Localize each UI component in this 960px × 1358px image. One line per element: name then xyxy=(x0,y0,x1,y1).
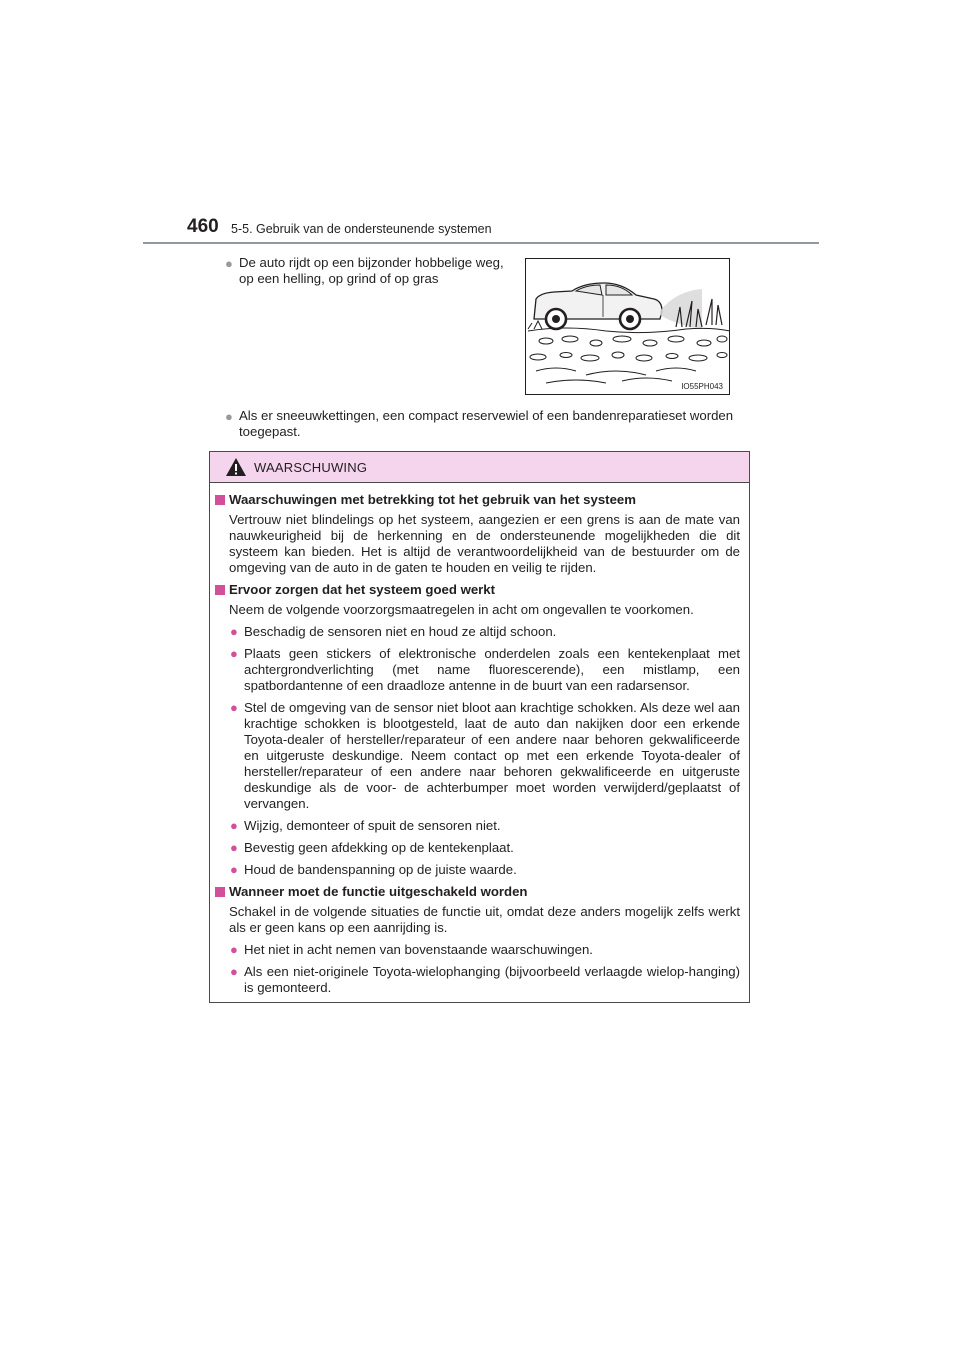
bullet-icon: ● xyxy=(225,409,233,424)
list-item xyxy=(225,255,515,287)
warning-box xyxy=(209,451,750,1003)
warning-list-item: ● Als een niet-originele Toyota-wielophanging (bijvoorbeeld verlaagde wielop-hanging) is gemonteerd. xyxy=(230,964,740,995)
page-number: 460 xyxy=(187,216,219,237)
warning-section-heading: Wanneer moet de functie uitgeschakeld worden xyxy=(215,884,740,900)
warning-list-item: ● Stel de omgeving van de sensor niet bloot aan krachtige schokken. Als deze wel aan krachtige schokken is blootgesteld, laat de auto dan nakijken door een erkende Toyota-dealer of hersteller/reparateur of een andere naar behoren gekwalificeerde en uitgeruste deskundige. Neem contact op met een erkende Toyota-dealer of hersteller/reparateur of een andere naar behoren gekwalificeerde en uitgeruste deskundige als de voor- de achterbumper moet worden verwijderd/geplaatst of vervangen. xyxy=(230,700,740,811)
figure-code: IO55PH043 xyxy=(681,382,723,391)
warning-paragraph: Neem de volgende voorzorgsmaatregelen in acht om ongevallen te voorkomen. xyxy=(229,602,694,617)
warning-list-item: ● Bevestig geen afdekking op de kentekenplaat. xyxy=(230,840,514,855)
list-item-text: Als er sneeuwkettingen, een compact reservewiel of een bandenreparatieset worden toegepast. xyxy=(239,408,734,439)
bullet-icon: ● xyxy=(230,818,238,833)
warning-list-item: ● Het niet in acht nemen van bovenstaande waarschuwingen. xyxy=(230,942,593,957)
bullet-icon: ● xyxy=(230,624,238,639)
bullet-icon: ● xyxy=(225,256,233,271)
warning-paragraph: Schakel in de volgende situaties de functie uit, omdat deze anders mogelijk zelfs werkt als er geen kans op een aanrijding is. xyxy=(229,904,740,935)
warning-paragraph: Vertrouw niet blindelings op het systeem, aangezien er een grens is aan de mate van nauwkeurigheid bij de herkenning en de ondersteunende mogelijkheden die dit systeem kan bieden. Het is altijd de verantwoordelijkheid van de bestuurder om de omgeving van de auto in de gaten te houden en veilig te rijden. xyxy=(229,512,740,575)
warning-header xyxy=(210,452,749,483)
list-item-text: De auto rijdt op een bijzonder hobbelige weg, op een helling, op grind of op gras xyxy=(239,255,504,286)
warning-section-heading: Waarschuwingen met betrekking tot het gebruik van het systeem xyxy=(215,492,740,508)
list-item xyxy=(225,408,755,440)
bullet-icon: ● xyxy=(230,964,238,979)
warning-list-item: ● Houd de bandenspanning op de juiste waarde. xyxy=(230,862,517,877)
bullet-icon: ● xyxy=(230,646,238,661)
square-bullet-icon xyxy=(215,495,225,505)
warning-list-item: ● Wijzig, demonteer of spuit de sensoren niet. xyxy=(230,818,501,833)
warning-list-item: ● Plaats geen stickers of elektronische onderdelen zoals een kentekenplaat met achtergrondverlichting (met name fluorescerende), een mistlamp, een spatbordantenne of een draadloze antenne in de buurt van een radarsensor. xyxy=(230,646,740,693)
warning-list-item: ● Beschadig de sensoren niet en houd ze altijd schoon. xyxy=(230,624,557,639)
warning-triangle-icon xyxy=(225,457,247,477)
car-rough-road-figure xyxy=(525,258,730,395)
bullet-icon: ● xyxy=(230,840,238,855)
header-divider xyxy=(143,242,819,244)
warning-body xyxy=(210,483,749,1002)
bullet-icon: ● xyxy=(230,942,238,957)
square-bullet-icon xyxy=(215,887,225,897)
warning-title: WAARSCHUWING xyxy=(254,460,368,475)
bullet-icon: ● xyxy=(230,700,238,715)
warning-section-heading: Ervoor zorgen dat het systeem goed werkt xyxy=(215,582,740,598)
square-bullet-icon xyxy=(215,585,225,595)
bullet-icon: ● xyxy=(230,862,238,877)
car-on-rough-road-illustration xyxy=(526,259,731,396)
section-title: 5-5. Gebruik van de ondersteunende systemen xyxy=(231,222,492,236)
